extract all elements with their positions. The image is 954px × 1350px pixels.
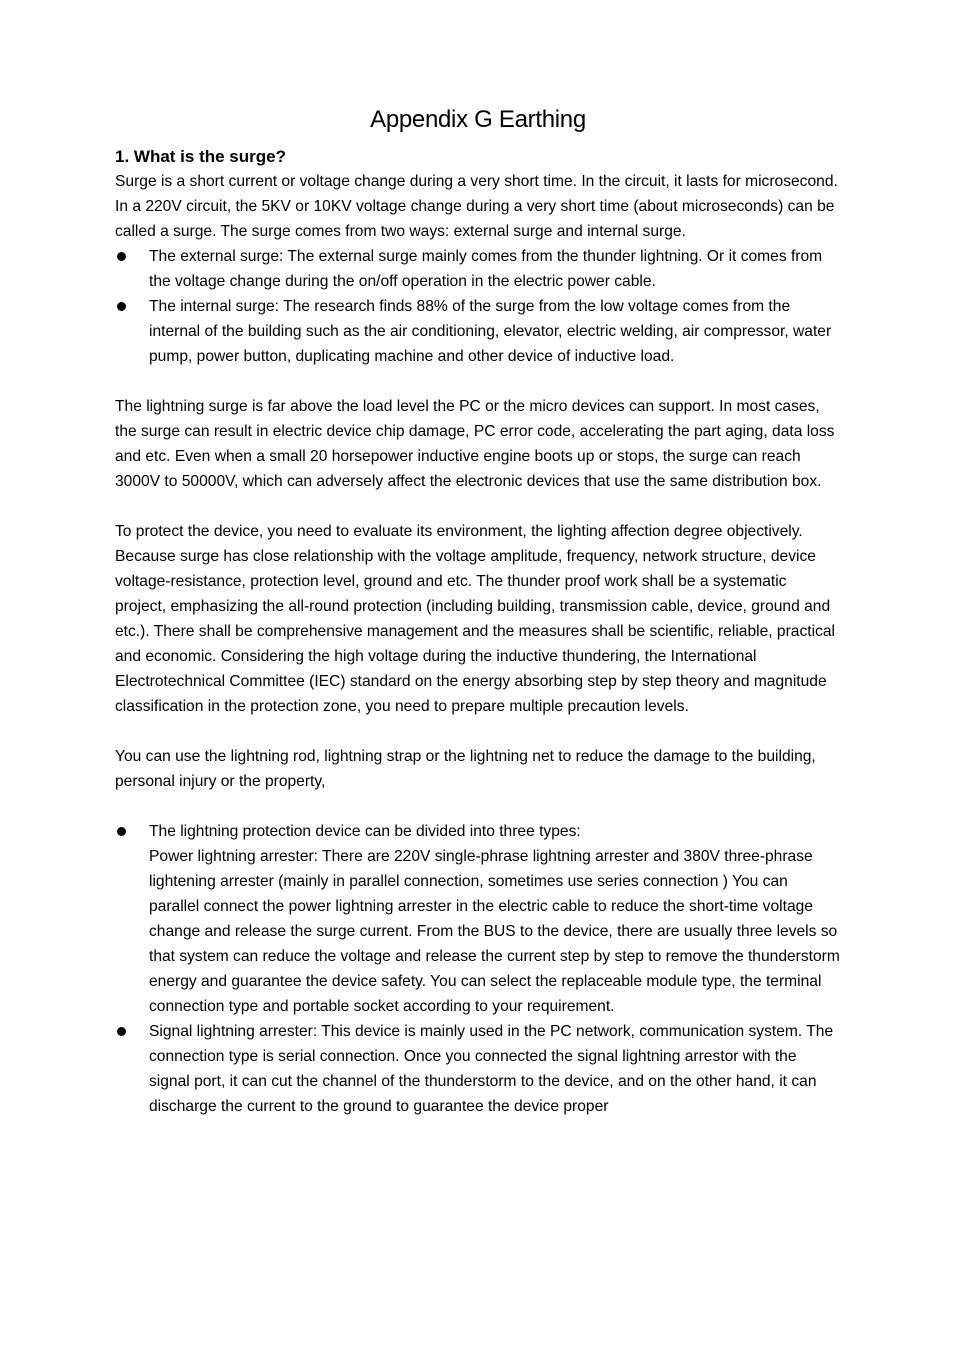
intro-paragraph: Surge is a short current or voltage change during a very short time. In the circuit, it lasts for microsecond. In a 220V circuit, the 5KV or 10KV voltage change during a very short time (about microseconds) can be called a surge. The surge comes from two ways: external surge and internal surge. — [115, 173, 838, 240]
list-item — [115, 819, 841, 1019]
paragraph-spacer — [115, 494, 841, 519]
protection-devices-list — [115, 819, 841, 1119]
paragraph-spacer — [115, 719, 841, 744]
paragraph-spacer — [115, 794, 841, 819]
list-item-text: Power lightning arrester: There are 220V single-phrase lightning arrester and 380V three-phrase lightening arrester (mainly in parallel connection, sometimes use series connection ) You can parallel connect the power lightning arrester in the electric cable to reduce the short-time voltage change and release the surge current. From the BUS to the device, there are usually three levels so that system can reduce the voltage and release the current step by step to remove the thunderstorm energy and guarantee the device safety. You can select the replaceable module type, the terminal connection type and portable socket according to your requirement. — [149, 848, 840, 1015]
section-heading: 1. What is the surge? — [115, 147, 286, 166]
list-item-lead: The lightning protection device can be divided into three types: — [149, 823, 581, 840]
surge-types-list — [115, 244, 841, 369]
bullet-icon — [117, 827, 126, 836]
list-item — [115, 294, 841, 369]
document-page — [115, 100, 841, 1119]
list-item-text: Signal lightning arrester: This device is mainly used in the PC network, communication system. The connection type is serial connection. Once you connected the signal lightning arrestor with the signal port, it can cut the channel of the thunderstorm to the device, and on the other hand, it can discharge the current to the ground to guarantee the device proper — [149, 1023, 834, 1115]
lightning-rod-paragraph: You can use the lightning rod, lightning strap or the lightning net to reduce the damage to the building, personal injury or the property, — [115, 748, 816, 790]
protection-paragraph: To protect the device, you need to evaluate its environment, the lighting affection degree objectively. Because surge has close relationship with the voltage amplitude, frequency, network structure, device voltage-resistance, protection level, ground and etc. The thunder proof work shall be a systematic project, emphasizing the all-round protection (including building, transmission cable, device, ground and etc.). There shall be comprehensive management and the measures shall be scientific, reliable, practical and economic. Considering the high voltage during the inductive thundering, the International Electrotechnical Committee (IEC) standard on the energy absorbing step by step theory and magnitude classification in the protection zone, you need to prepare multiple precaution levels. — [115, 523, 835, 715]
list-item — [115, 244, 841, 294]
bullet-icon — [117, 1027, 126, 1036]
list-item-text: The external surge: The external surge mainly comes from the thunder lightning. Or it comes from the voltage change during the on/off operation in the electric power cable. — [149, 248, 823, 290]
bullet-icon — [117, 302, 126, 311]
list-item — [115, 1019, 841, 1119]
lightning-paragraph: The lightning surge is far above the load level the PC or the micro devices can support. In most cases, the surge can result in electric device chip damage, PC error code, accelerating the part aging, data loss and etc. Even when a small 20 horsepower inductive engine boots up or stops, the surge can reach 3000V to 50000V, which can adversely affect the electronic devices that use the same distribution box. — [115, 398, 835, 490]
paragraph-spacer — [115, 369, 841, 394]
page-title: Appendix G Earthing — [370, 106, 586, 133]
bullet-icon — [117, 252, 126, 261]
list-item-text: The internal surge: The research finds 88% of the surge from the low voltage comes from the internal of the building such as the air conditioning, elevator, electric welding, air compressor, water pump, power button, duplicating machine and other device of inductive load. — [149, 298, 832, 365]
